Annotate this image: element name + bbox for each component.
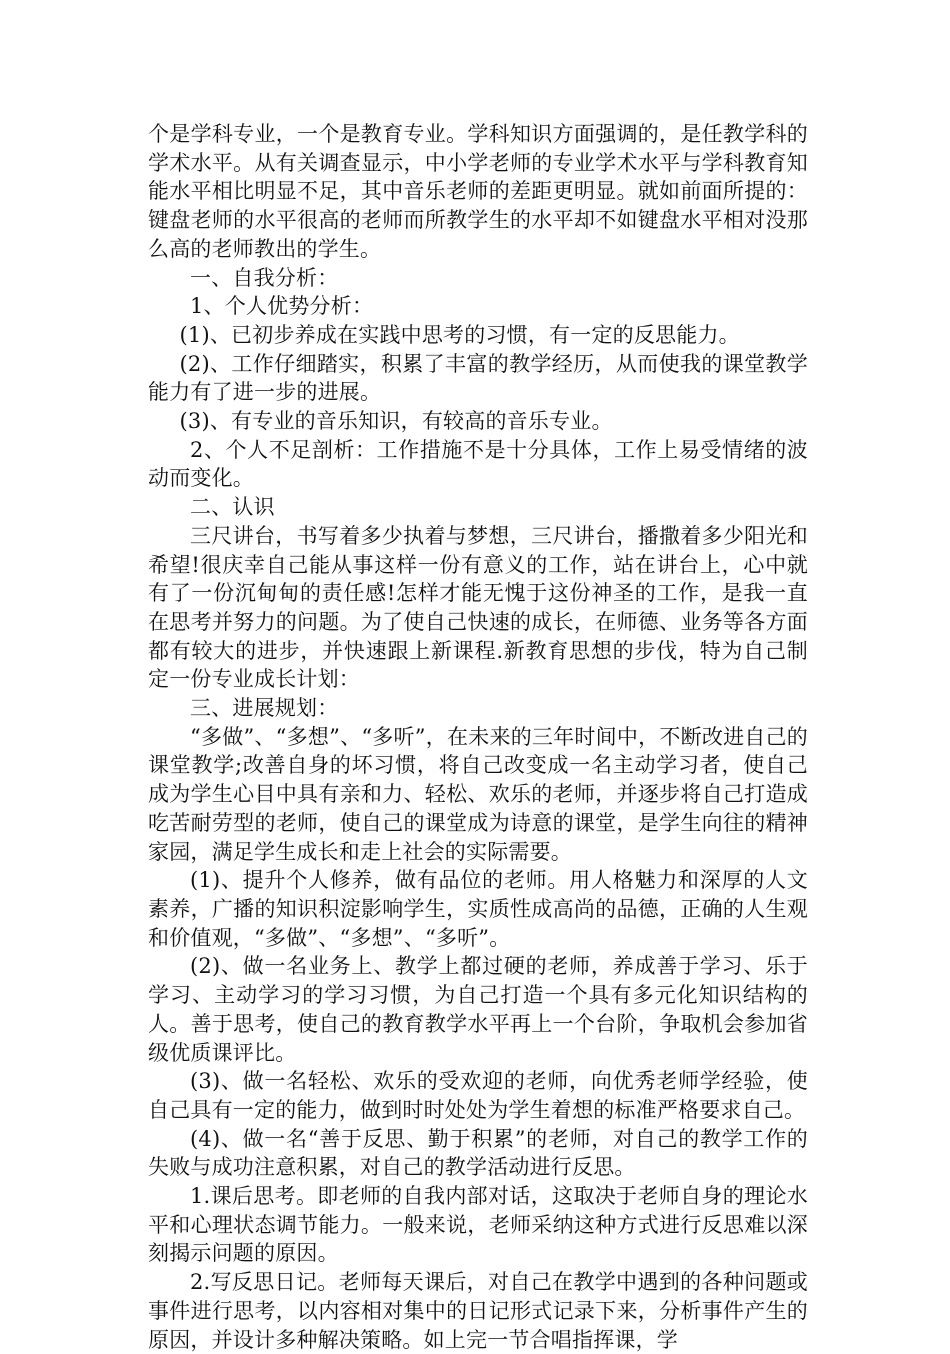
paragraph-understanding: 三尺讲台，书写着多少执着与梦想，三尺讲台，播撒着多少阳光和希望!很庆幸自己能从事这样一份有意义的工作，站在讲台上，心中就有了一份沉甸甸的责任感!怎样才能无愧于这份神圣的工作，是我一直在思考并努力的问题。为了使自己快速的成长，在师德、业务等各方面都有较大的进步，并快速跟上新课程.新教育思想的步伐，特为自己制定一份专业成长计划： (148, 523, 808, 692)
heading-self-analysis: 一、自我分析： (190, 265, 339, 290)
list-item-reflection-1: 1.课后思考。即老师的自我内部对话，这取决于老师自身的理论水平和心理状态调节能力。一般来说，老师采纳这种方式进行反思难以深刻揭示问题的原因。 (148, 1184, 808, 1266)
list-item-plan-2: (2)、做一名业务上、教学上都过硬的老师，养成善于学习、乐于学习、主动学习的学习习惯，为自己打造一个具有多元化知识结构的人。善于思考，使自己的教育教学水平再上一个台阶，争取机会参加省级优质课评比。 (148, 954, 808, 1065)
heading-understanding: 二、认识 (190, 495, 275, 520)
list-item-plan-4: (4)、做一名“善于反思、勤于积累”的老师，对自己的教学工作的失败与成功注意积累，对自己的教学活动进行反思。 (148, 1126, 808, 1180)
list-item-plan-1: (1)、提升个人修养，做有品位的老师。用人格魅力和深厚的人文素养，广播的知识积淀影响学生，实质性成高尚的品德，正确的人生观和价值观，“多做”、“多想”、“多听”。 (148, 868, 808, 950)
paragraph-weaknesses: 2、个人不足剖析：工作措施不是十分具体，工作上易受情绪的波动而变化。 (148, 437, 808, 491)
list-item-strength-1: (1)、已初步养成在实践中思考的习惯，有一定的反思能力。 (179, 322, 740, 347)
list-item-reflection-2: 2.写反思日记。老师每天课后，对自己在教学中遇到的各种问题或事件进行思考，以内容相对集中的日记形式记录下来，分析事件产生的原因，并设计多种解决策略。如上完一节合唱指挥课，学 (148, 1270, 808, 1352)
paragraph-continued: 个是学科专业，一个是教育专业。学科知识方面强调的，是任教学科的学术水平。从有关调查显示，中小学老师的专业学术水平与学科教育知能水平相比明显不足，其中音乐老师的差距更明显。就如前面所提的：键盘老师的水平很高的老师而所教学生的水平却不如键盘水平相对没那么高的老师教出的学生。 (148, 122, 808, 261)
document-body (148, 120, 808, 1354)
list-item-strength-2: (2)、工作仔细踏实，积累了丰富的教学经历，从而使我的课堂教学能力有了进一步的进展。 (148, 351, 808, 405)
subheading-strengths: 1、个人优势分析： (190, 294, 374, 319)
heading-development-plan: 三、进展规划： (190, 696, 339, 721)
list-item-plan-3: (3)、做一名轻松、欢乐的受欢迎的老师，向优秀老师学经验，使自己具有一定的能力，做到时时处处为学生着想的标准严格要求自己。 (148, 1069, 808, 1122)
list-item-strength-3: (3)、有专业的音乐知识，有较高的音乐专业。 (179, 409, 613, 434)
paragraph-plan-overview: “多做”、“多想”、“多听”，在未来的三年时间中，不断改进自己的课堂教学;改善自身的坏习惯，将自己改变成一名主动学习者，使自己成为学生心目中具有亲和力、轻松、欢乐的老师，并逐步将自己打造成吃苦耐劳型的老师，使自己的课堂成为诗意的课堂，是学生向往的精神家园，满足学生成长和走上社会的实际需要。 (148, 724, 808, 864)
